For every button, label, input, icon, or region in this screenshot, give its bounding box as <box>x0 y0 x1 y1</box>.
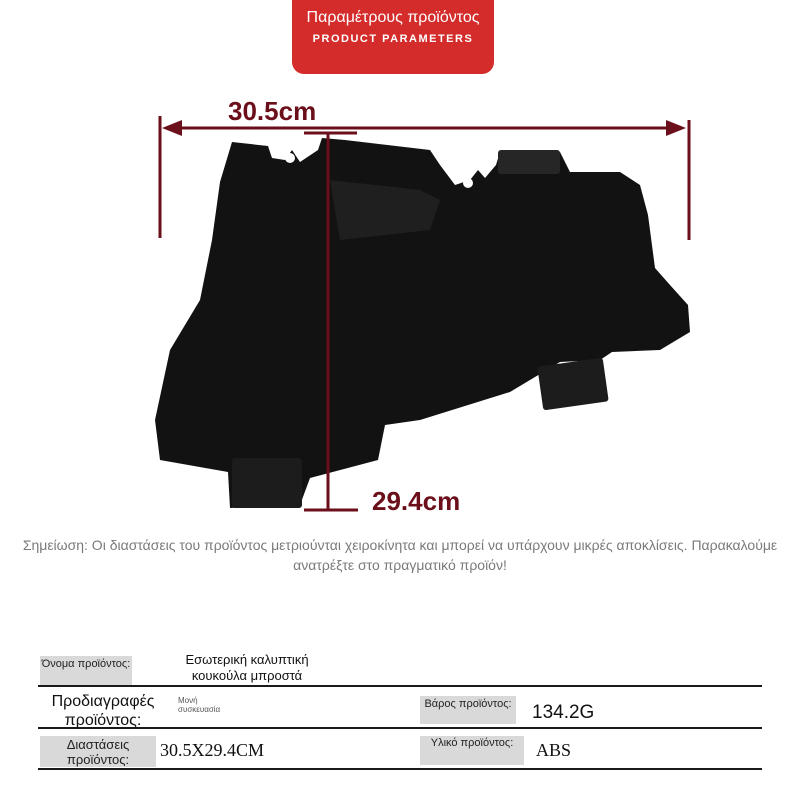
material-value: ABS <box>536 740 572 760</box>
spec-value: Μονή συσκευασία <box>178 696 221 714</box>
cover-top-tab <box>498 150 560 174</box>
weight-value: 134.2G <box>532 702 595 723</box>
name-value: Εσωτερική καλυπτική κουκούλα μπροστά <box>185 652 309 683</box>
weight-label: Βάρος προϊόντος: <box>420 696 516 724</box>
name-label: Όνομα προϊόντος: <box>40 656 132 686</box>
cover-notch <box>463 178 473 188</box>
height-dimension-label: 29.4cm <box>372 486 461 516</box>
banner-title: Παραμέτρους προϊόντος <box>306 9 480 26</box>
row-divider <box>38 768 762 770</box>
dimensions-value: 30.5X29.4CM <box>160 740 265 760</box>
cover-notch <box>285 153 295 163</box>
measurement-note: Σημείωση: Οι διαστάσεις του προϊόντος μετριούνται χειροκίνητα και μπορεί να υπάρχουν μικρές αποκλίσεις. Παρακαλούμε ανατρέξτε στο πραγματικό προϊόν! <box>22 537 778 573</box>
width-arrow-left <box>162 120 182 136</box>
width-dimension-label: 30.5cm <box>228 96 317 126</box>
row-divider <box>38 727 762 729</box>
material-label: Υλικό προϊόντος: <box>420 736 524 765</box>
cover-bottom-tab <box>232 458 302 508</box>
cover-right-tab <box>537 358 608 411</box>
banner-subtitle: PRODUCT PARAMETERS <box>312 33 474 45</box>
row-divider <box>38 685 762 687</box>
dimensions-label: Διαστάσεις προϊόντος: <box>40 736 156 767</box>
spec-label: Προδιαγραφές προϊόντος: <box>51 693 155 729</box>
width-arrow-right <box>666 120 686 136</box>
